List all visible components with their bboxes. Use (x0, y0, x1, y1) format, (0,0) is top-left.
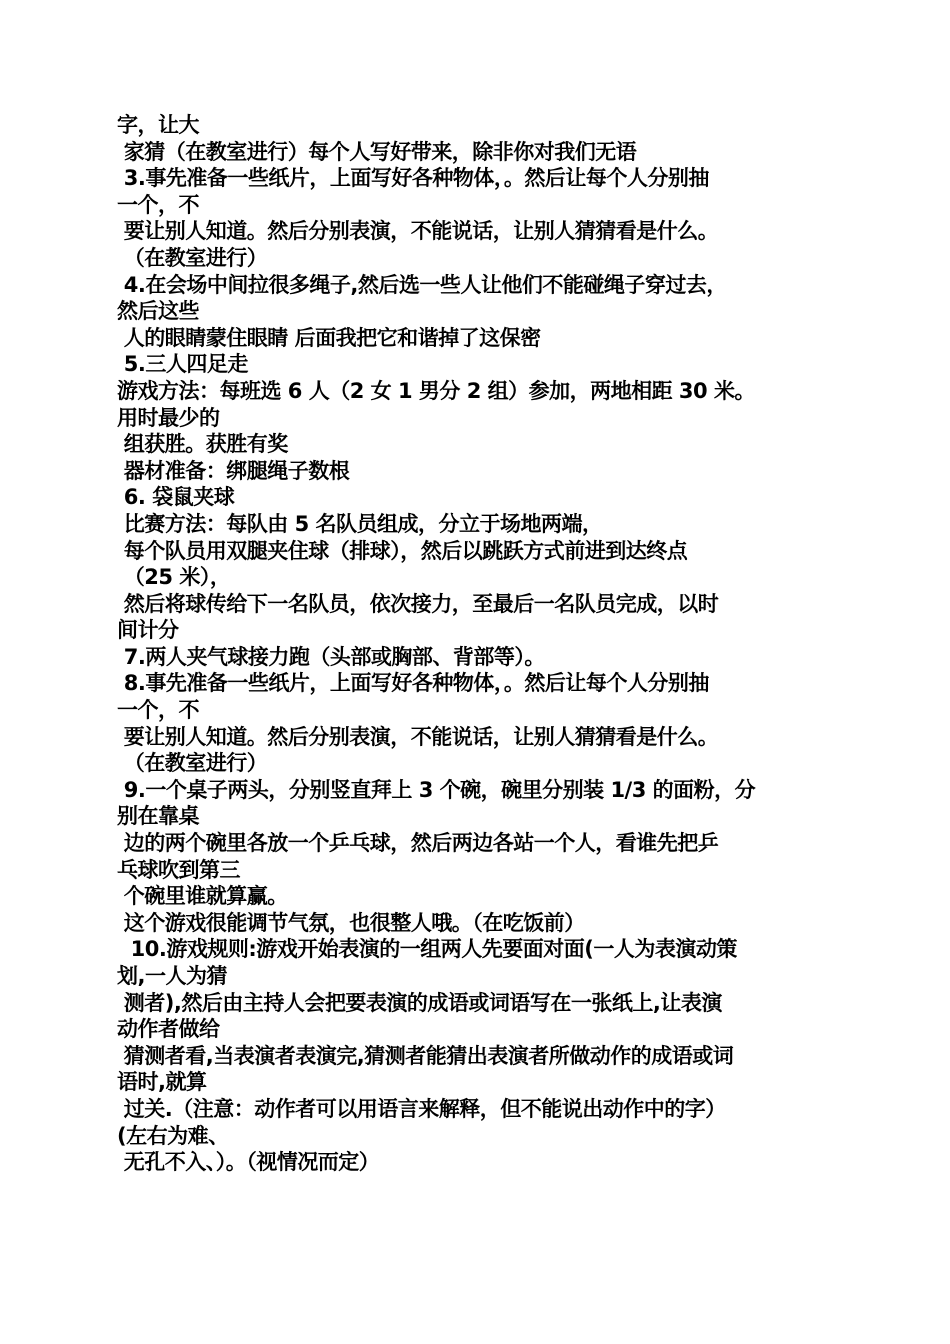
text-line: 5.三人四足走 (117, 352, 248, 377)
text-line: 乓球吹到第三 (117, 857, 240, 882)
text-line: 划,一人为猜 (117, 964, 227, 988)
text-line: 比赛方法：每队由 5 名队员组成，分立于场地两端， (117, 511, 603, 536)
text-line: 边的两个碗里各放一个乒乓球，然后两边各站一个人，看谁先把乒 (117, 831, 719, 856)
text-line: 别在靠桌 (117, 804, 199, 829)
text-line: (左右为难、 (117, 1123, 229, 1148)
text-line: 字，让大 (117, 113, 199, 137)
text-line: 3.事先准备一些纸片，上面写好各种物体，。然后让每个人分别抽 (117, 166, 709, 191)
text-line: 测者),然后由主持人会把要表演的成语或词语写在一张纸上,让表演 (117, 990, 722, 1015)
text-line: 无孔不入、）。（视情况而定） (117, 1150, 380, 1175)
text-line: （25 米）， (117, 565, 231, 590)
text-line: 要让别人知道。然后分别表演，不能说话，让别人猜猜看是什么。 (117, 724, 719, 749)
text-line: 用时最少的 (117, 405, 220, 430)
text-line: 过关.（注意：动作者可以用语言来解释，但不能说出动作中的字） (117, 1096, 726, 1121)
text-line: 然后将球传给下一名队员，依次接力，至最后一名队员完成，以时 (117, 591, 719, 616)
text-line: 语时,就算 (117, 1070, 207, 1095)
text-line: 器材准备：绑腿绳子数根 (117, 458, 350, 483)
text-line: 8.事先准备一些纸片，上面写好各种物体，。然后让每个人分别抽 (117, 671, 709, 696)
text-line: 游戏方法：每班选 6 人（2 女 1 男分 2 组）参加，两地相距 30 米。 (117, 378, 755, 403)
text-line: 6. 袋鼠夹球 (117, 485, 235, 510)
text-line: 10.游戏规则:游戏开始表演的一组两人先要面对面(一人为表演动策 (117, 937, 737, 962)
text-line: （在教室进行） (117, 245, 268, 270)
text-line: 一个，不 (117, 192, 199, 217)
text-line: 这个游戏很能调节气氛，也很整人哦。（在吃饭前） (117, 910, 585, 935)
text-line: 要让别人知道。然后分别表演，不能说话，让别人猜猜看是什么。 (117, 219, 719, 244)
text-line: 人的眼睛蒙住眼睛 后面我把它和谐掉了这保密 (117, 325, 541, 350)
document-body (117, 112, 837, 1176)
text-line: 一个，不 (117, 698, 199, 723)
text-line: 4.在会场中间拉很多绳子,然后选一些人让他们不能碰绳子穿过去， (117, 272, 727, 297)
text-line: 然后这些 (117, 299, 199, 324)
text-line: 家猜（在教室进行）每个人写好带来，除非你对我们无语 (117, 139, 637, 164)
text-line: 组获胜。获胜有奖 (117, 432, 288, 457)
text-line: 个碗里谁就算赢。 (117, 884, 288, 909)
text-line: 每个队员用双腿夹住球（排球），然后以跳跃方式前进到达终点 (117, 538, 688, 563)
text-line: 9.一个桌子两头，分别竖直拜上 3 个碗，碗里分别装 1/3 的面粉，分 (117, 777, 756, 802)
text-line: 动作者做给 (117, 1017, 220, 1042)
text-line: 猜测者看,当表演者表演完,猜测者能猜出表演者所做动作的成语或词 (117, 1043, 734, 1068)
text-line: （在教室进行） (117, 751, 268, 776)
text-line: 7.两人夹气球接力跑（头部或胸部、背部等）。 (117, 644, 545, 669)
text-line: 间计分 (117, 618, 179, 643)
